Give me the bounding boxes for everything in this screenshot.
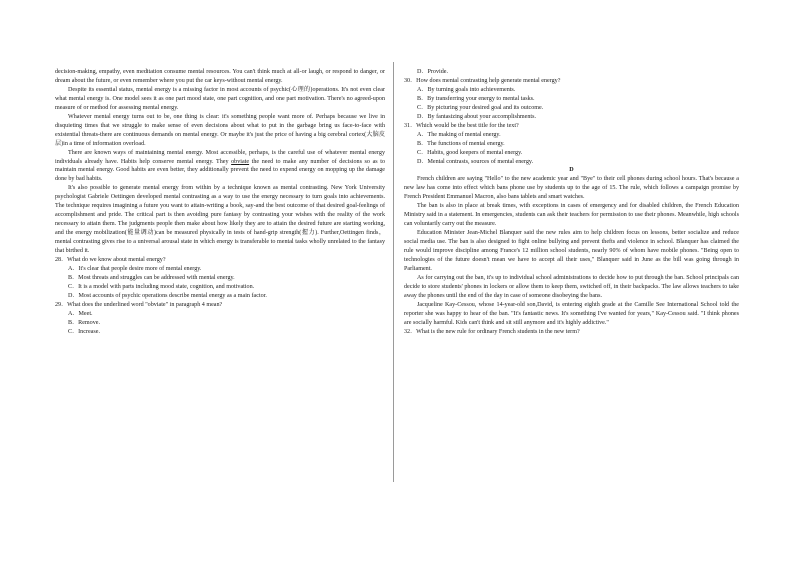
question-29: 29．What does the underlined word "obviate" in paragraph 4 mean? [55,301,223,308]
underlined-word-obviate: obviate [231,158,250,165]
question-30-option-a: A．By turning goals into achievements. [417,86,516,93]
passage-c-paragraph-2: Despite its essential status, mental energy is a missing factor in most accounts of psychic(心理的)operations. It's not even clear what mental energy is. One model sees it as one part mood state, one part cognition, and one part motivation. There's no agreed-upon measure of or method for assessing mental energy. [55,86,385,111]
question-28-option-a: A．It's clear that people desire more of mental energy. [68,265,202,272]
right-column [404,68,739,337]
question-31-option-b: B．The functions of mental energy. [417,140,505,147]
passage-d-paragraph-3: Education Minister Jean-Michel Blanquer said the new rules aim to help children focus on lessons, better socialize and reduce social media use. The ban is also designed to fight online bullying and prevent thefts and violence in school. Blanquer has claimed the rule would improve discipline among France's 12 million school students, nearly 90% of whom have mobile phones. "Being open to technologies of the future doesn't mean we have to accept all their uses," Blanquer said in June as the bill was going through in Parliament. [404,230,739,272]
question-31-option-c: C．Habits, good keepers of mental energy. [417,149,523,156]
passage-d-paragraph-4: As for carrying out the ban, it's up to individual school administrations to decide how to put through the ban. School principals can decide to store students' phones in lockers or allow them to keep them, switched off, in their backpacks. The law allows teachers to take away the phones until the end of the day in case of someone disobeying the bans. [404,274,739,299]
passage-d-paragraph-2: The ban is also in place at break times, with exceptions in cases of emergency and for disabled children, the French Education Ministry said in a statement. In emergencies, students can ask their teachers for permission to use their phones. Meanwhile, high schools can voluntarily carry out the measure. [404,203,739,228]
question-30-option-c: C．By picturing your desired goal and its outcome. [417,104,544,111]
passage-d-paragraph-5: Jacqueline Kay-Cessou, whose 14-year-old son,David, is entering eighth grade at the Camille See International School told the reporter she was happy to hear of the ban. "It's fantastic news. It's something I've wanted for years," Kay-Cessou said. "I think phones are socially harmful. Kids can't think and sit still anymore and it's highly addictive." [404,301,739,326]
question-30-option-b: B．By transferring your energy to mental tasks. [417,95,535,102]
question-31-option-d: D．Mental contrasts, sources of mental energy. [417,158,534,165]
question-28-option-b: B．Most threats and struggles can be addressed with mental energy. [68,274,235,281]
question-31: 31．Which would be the best title for the text? [404,122,519,129]
question-30-option-d: D．By fantasizing about your accomplishments. [417,113,536,120]
section-heading-d: D [569,167,574,174]
passage-c-paragraph-5: It's also possible to generate mental energy from within by a technique known as mental contrasting. New York University psychologist Gabriele Oettingen developed mental contrasting as a way to use the energy necessary to turn goals into achievements. The technique requires imagining a future you want to attain-writing a book, say-and the best outcome of that desired goal-feelings of accomplishment and pride. The critical part is then avoiding pure fantasy by contrasting your wishes with the reality of the work necessary to attain them. The judgments people then make about how likely they are to attain the desired future are starting working, and the energy mobilization(能量调动)can be measured physically in tests of hand-grip strength(握力). Further,Oettingen finds，mental contrasting gives rise to a universal arousal state in which energy is transferable to mental tasks wholly unrelated to the fantasy that birthed it. [55,185,385,255]
passage-d-paragraph-1: French children are saying "Hello" to the new academic year and "Bye" to their cell phones during school hours. That's because a new law has come into effect which bans phone use by students up to the age of 15. The rule, which follows a campaign promise by French President Emmanuel Macron, also bans tablets and smart watches. [404,176,739,201]
paragraph-4-text-b: the need to make any number of decisions so as to maintain mental energy. Good habits are even better, they additionally prevent the need to expend energy on mopping up the damage done by bad habits. [55,158,385,183]
question-32: 32．What is the new rule for ordinary French students in the new term? [404,328,580,335]
question-28-option-d: D．Most accounts of psychic operations describe mental energy as a main factor. [68,292,267,299]
question-29-option-a: A．Meet. [68,310,93,317]
paragraph-4-text-a: There are known ways of maintaining mental energy. Most accessible, perhaps, is the careful use of whatever mental energy individuals already have. Habits help conserve mental energy. They [55,149,385,165]
question-30: 30．How does mental contrasting help generate mental energy? [404,77,561,84]
question-28-option-c: C．It is a model with parts including mood state, cognition, and motivation. [68,283,255,290]
passage-c-paragraph-4 [55,149,385,185]
question-31-option-a: A．The making of mental energy. [417,131,501,138]
passage-c-paragraph-1-end: decision-making, empathy, even meditation consume mental resources. You can't think much at all-or laugh, or respond to danger, or dream about the future, or even remember where you put the car keys-without mental energy. [55,69,385,84]
left-column [55,68,385,337]
question-29-option-b: B．Remove. [68,319,100,326]
question-29-option-d: D．Provide. [417,69,448,75]
question-29-option-c: C．Increase. [68,328,100,335]
question-28: 28．What do we know about mental energy? [55,257,166,264]
passage-c-paragraph-3: Whatever mental energy turns out to be, one thing is clear: it's something people want more of. Perhaps because we live in disquieting times that we struggle to make sense of even decisions about what to put in the garbage bring us face-to-face with existential threats-there are continuous demands on mental energy. Or maybe it's just the price of having a big cerebral cortex(大脑皮层)in a time of information overload. [55,113,385,147]
